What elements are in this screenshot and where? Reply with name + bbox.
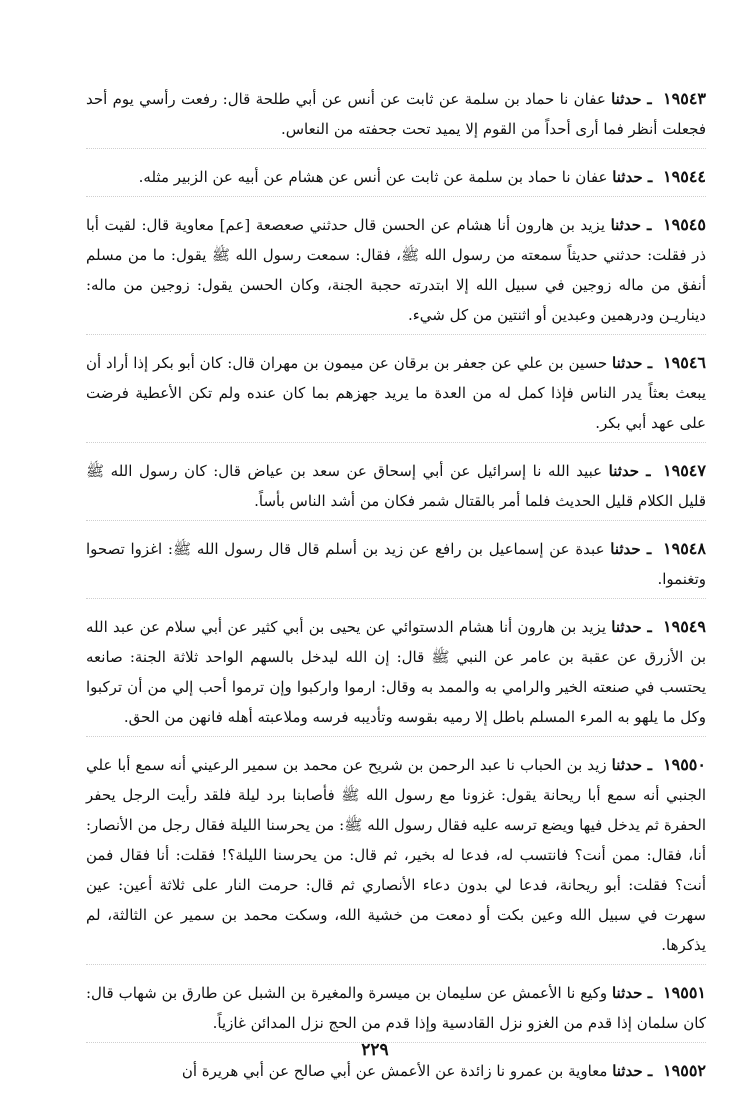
hadith-number: ١٩٥٤٧ <box>663 461 706 480</box>
hadith-text: معاوية بن عمرو نا زائدة عن الأعمش عن أبي صالح عن أبي هريرة أن <box>181 1062 608 1080</box>
hadith-number: ١٩٥٤٦ <box>663 353 707 372</box>
hadith-text: يزيد بن هارون أنا هشام الدستوائي عن يحيى بن أبي كثير عن أبي سلام عن عبد الله بن الأزرق عن عقبة بن عامر عن النبي ﷺ قال: إن الله ليدخل بالسهم الواحد ثلاثة الجنة: صانعه يحتسب في صنعته الخير والرامي به والممد به وقال: ارموا واركبوا وإن ترموا أحب إلي من أن تركبوا وكل ما يلهو به المرء المسلم باطل إلا رميه بقوسه وتأديبه فرسه وملاعبته أهله فانهن من الحق. <box>86 618 706 726</box>
hadith-number: ١٩٥٥١ <box>663 983 706 1002</box>
hadith-entry <box>86 162 706 197</box>
hadith-entry <box>86 348 706 443</box>
hadith-lead: ـ حدثنا <box>612 168 653 186</box>
hadith-number: ١٩٥٤٨ <box>663 539 706 558</box>
hadith-entry <box>86 978 706 1043</box>
hadith-text: عفان نا حماد بن سلمة عن ثابت عن أنس عن هشام عن أبيه عن الزبير مثله. <box>138 168 608 186</box>
hadith-lead: ـ حدثنا <box>608 462 651 480</box>
hadith-number: ١٩٥٤٩ <box>663 617 706 636</box>
hadith-lead: ـ حدثنا <box>611 90 652 108</box>
hadith-lead: ـ حدثنا <box>611 984 653 1002</box>
hadith-lead: ـ حدثنا <box>611 618 652 636</box>
hadith-text: عبدة عن إسماعيل بن رافع عن زيد بن أسلم قال قال رسول الله ﷺ: اغزوا تصحوا وتغنموا. <box>86 540 706 588</box>
hadith-lead: ـ حدثنا <box>610 216 652 234</box>
hadith-number: ١٩٥٤٣ <box>663 89 706 108</box>
hadith-number: ١٩٥٤٤ <box>663 167 706 186</box>
hadith-lead: ـ حدثنا <box>610 540 652 558</box>
hadith-number: ١٩٥٥٢ <box>663 1061 706 1080</box>
hadith-number: ١٩٥٥٠ <box>663 755 706 774</box>
page-number: ٢٢٩ <box>361 1040 389 1060</box>
hadith-entry <box>86 750 706 965</box>
hadith-lead: ـ حدثنا <box>612 1062 653 1080</box>
hadith-text: يزيد بن هارون أنا هشام عن الحسن قال حدثني صعصعة [عم] معاوية قال: لقيت أبا ذر فقلت: حدثني حديثاً سمعته من رسول الله ﷺ، فقال: سمعت رسول الله ﷺ يقول: ما من مسلم أنفق من ماله زوجين في سبيل الله إلا ابتدرته حجبة الجنة، وكان الحسن يقول: زوجين من ماله: ديناريـن ودرهمين وعبدين أو اثنتين من كل شيء. <box>86 216 706 324</box>
hadith-entry <box>86 84 706 149</box>
hadith-entry <box>86 534 706 599</box>
hadith-text: زيد بن الحباب نا عبد الرحمن بن شريح عن محمد بن سمير الرعيني أنه سمع أبا علي الجنبي أنه سمع أبا ريحانة يقول: غزونا مع رسول الله ﷺ فأصابنا برد ليلة فلقد رأيت الرجل يحفر الحفرة ثم يدخل فيها ويضع ترسه عليه فقال رسول الله ﷺ: من يحرسنا الليلة فقال رجل من الأنصار: أنا، فقال: ممن أنت؟ فانتسب له، فدعا له بخير، ثم قال: من يحرسنا الليلة؟! فقلت: أنا فقال فمن أنت؟ فقلت: أبو ريحانة، فدعا لي بدون دعاء الأنصاري ثم قال: حرمت النار على ثلاثة أعين: عين سهرت في سبيل الله وعين بكت أو دمعت من خشية الله، وسكت محمد بن سمير عن الثالثة، لم يذكرها. <box>86 756 706 954</box>
hadith-text: وكيع نا الأعمش عن سليمان بن ميسرة والمغيرة بن الشبل عن طارق بن شهاب قال: كان سلمان إذا قدم من الغزو نزل القادسية وإذا قدم من الحج نزل المدائن غازياً. <box>86 984 706 1032</box>
hadith-lead: ـ حدثنا <box>611 756 652 774</box>
hadith-entry <box>86 612 706 737</box>
hadith-text: عبيد الله نا إسرائيل عن أبي إسحاق عن سعد بن عياض قال: كان رسول الله ﷺ قليل الكلام قليل الحديث فلما أمر بالقتال شمر فكان من أشد الناس بأساً. <box>86 462 706 510</box>
hadith-text: حسين بن علي عن جعفر بن برقان عن ميمون بن مهران قال: كان أبو بكر إذا أراد أن يبعث بعثاً يدر الناس فإذا كمل له من العدة ما يريد جهزهم بما كان عنده ولم تكن الأعطية فرضت على عهد أبي بكر. <box>86 354 706 432</box>
page-body <box>86 84 706 1103</box>
hadith-entry <box>86 210 706 335</box>
hadith-text: عفان نا حماد بن سلمة عن ثابت عن أنس عن أبي طلحة قال: رفعت رأسي يوم أحد فجعلت أنظر فما أرى أحداً من القوم إلا يميد تحت جحفته من النعاس. <box>86 90 706 138</box>
hadith-entry <box>86 1056 706 1090</box>
hadith-lead: ـ حدثنا <box>612 354 653 372</box>
hadith-entry <box>86 456 706 521</box>
hadith-number: ١٩٥٤٥ <box>663 215 706 234</box>
